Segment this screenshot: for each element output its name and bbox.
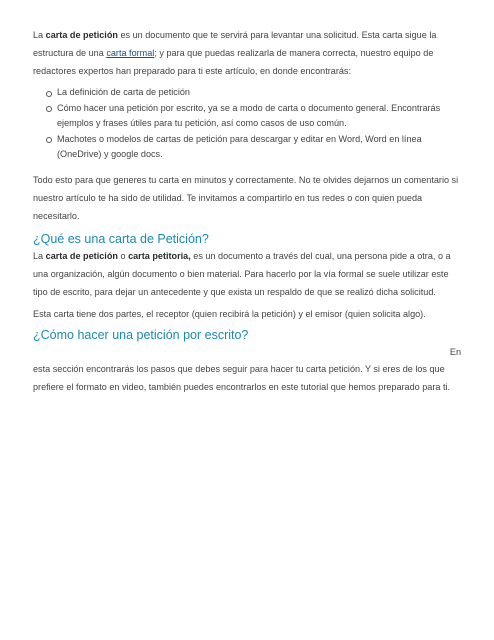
definition-paragraph: [33, 247, 461, 301]
carta-formal-link[interactable]: carta formal: [106, 48, 155, 58]
list-item: La definición de carta de petición: [57, 85, 461, 101]
section-lead-word: En: [449, 346, 461, 357]
definition-text: La: [33, 250, 46, 261]
definition-text-end: es un documento a través del cual, una persona pide a otra, o a una organización, algún documento o bien material. Para hacerlo por la vía formal se suele utilizar este tipo de escrito, para dejar un antecedente y que exista un respaldo de que se realizó dicha solicitud.: [33, 250, 451, 297]
list-item: Machotes o modelos de cartas de petición para descargar y editar en Word, Word en línea (OneDrive) y google docs.: [57, 132, 461, 163]
intro-text-end: ; y para que puedas realizarla de manera correcta, nuestro equipo de redactores expertos han preparado para ti este artículo, en donde encontrarás:: [33, 48, 434, 76]
list-item: Cómo hacer una petición por escrito, ya se a modo de carta o documento general. Encontrarás ejemplos y frases útiles para tu petición, así como casos de uso común.: [57, 101, 461, 132]
steps-paragraph: esta sección encontrarás los pasos que debes seguir para hacer tu carta petición. Y si eres de los que prefiere el formato en video, también puedes encontrarlos en este tutorial que hemos preparado para ti.: [33, 363, 451, 392]
definition-bold-term-2: carta petitoria,: [128, 250, 191, 261]
closing-paragraph: Todo esto para que generes tu carta en minutos y correctamente. No te olvides dejarnos un comentario si nuestro artículo te ha sido de utilidad. Te invitamos a compartirlo en tus redes o con quien pueda necesitarlo.: [33, 174, 459, 221]
intro-text: La: [33, 30, 46, 40]
section-heading-que-es: ¿Qué es una carta de Petición?: [33, 231, 209, 246]
contents-list: [33, 85, 461, 163]
intro-bold-term: carta de petición: [45, 30, 118, 40]
intro-paragraph: [33, 26, 461, 80]
definition-text-mid: o: [117, 250, 129, 261]
parts-paragraph: Esta carta tiene dos partes, el receptor (quien recibirá la petición) y el emisor (quien solicita algo).: [33, 308, 426, 319]
section-heading-como-hacer: ¿Cómo hacer una petición por escrito?: [33, 327, 249, 342]
intro-text-mid: es un documento que te servirá para levantar una solicitud. Esta carta sigue la estructura de una: [33, 30, 437, 58]
definition-bold-term: carta de petición: [45, 250, 118, 261]
